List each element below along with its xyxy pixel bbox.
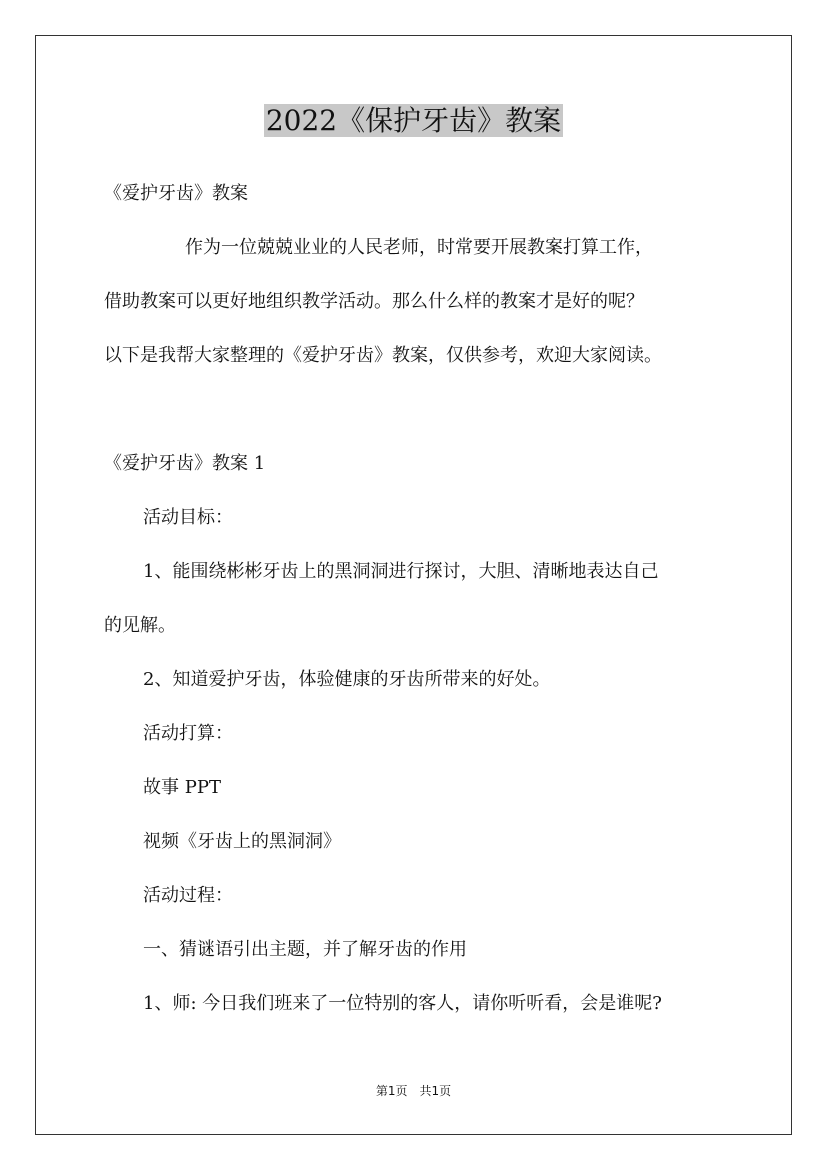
paragraph-line: 1、师: 今日我们班来了一位特别的客人，请你听听看，会是谁呢? (143, 993, 662, 1014)
paragraph-line: 一、猜谜语引出主题，并了解牙齿的作用 (143, 939, 467, 960)
paragraph-line: 以下是我帮大家整理的《爱护牙齿》教案，仅供参考，欢迎大家阅读。 (104, 345, 662, 366)
paragraph-line: 活动打算： (143, 723, 233, 744)
paragraph-line: 活动目标： (143, 507, 233, 528)
paragraph-line: 的见解。 (104, 615, 176, 636)
paragraph-line: 故事 PPT (143, 777, 221, 798)
paragraph-line: 借助教案可以更好地组织教学活动。那么什么样的教案才是好的呢？ (104, 291, 644, 312)
document-title (0, 99, 827, 143)
subtitle-line: 《爱护牙齿》教案 (104, 183, 248, 204)
document-title-text: 2022《保护牙齿》教案 (265, 104, 562, 137)
paragraph-line: 活动过程： (143, 885, 233, 906)
page-footer: 第1页 共1页 (375, 1084, 452, 1098)
section-heading: 《爱护牙齿》教案 1 (104, 453, 266, 474)
paragraph-line: 视频《牙齿上的黑洞洞》 (143, 831, 341, 852)
paragraph-line: 作为一位兢兢业业的人民老师，时常要开展教案打算工作， (185, 237, 653, 258)
paragraph-line: 1、能围绕彬彬牙齿上的黑洞洞进行探讨，大胆、清晰地表达自己 (143, 561, 659, 582)
paragraph-line: 2、知道爱护牙齿，体验健康的牙齿所带来的好处。 (143, 669, 551, 690)
